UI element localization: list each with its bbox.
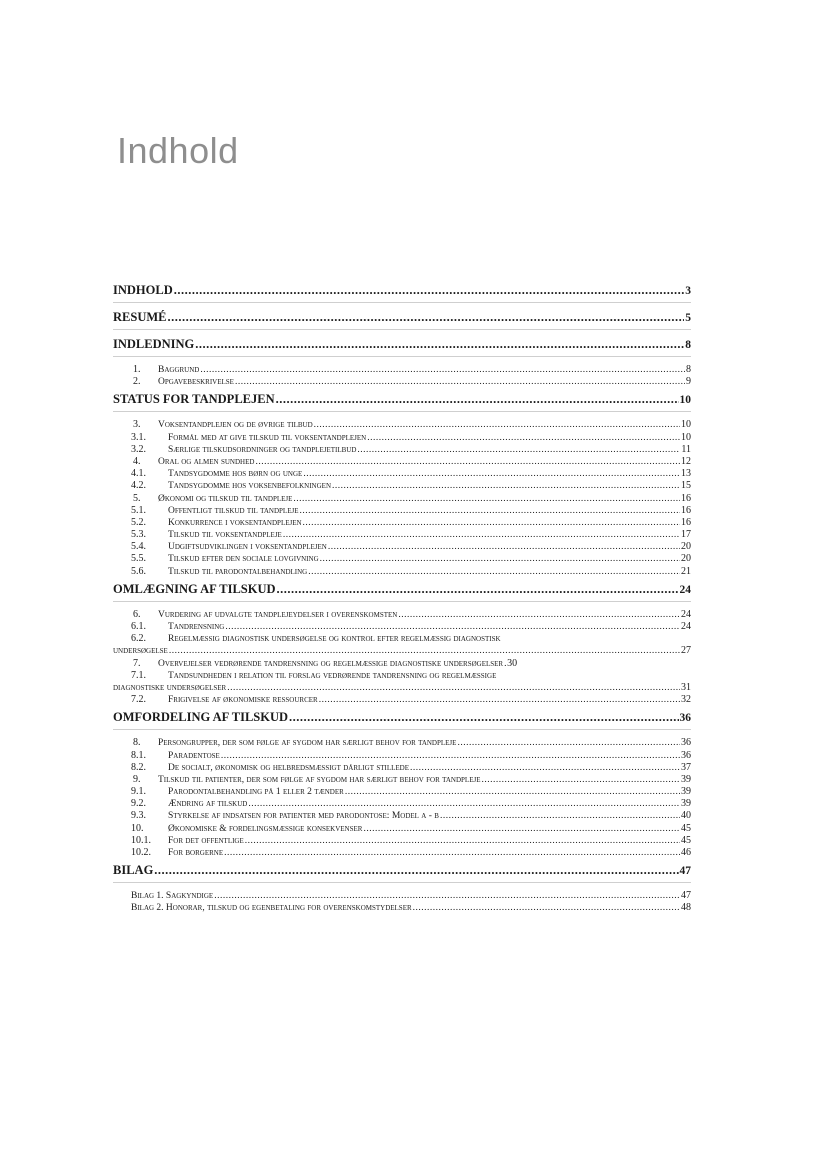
toc-item-label: undersøgelse	[113, 646, 168, 657]
toc-item-number: 3.1.	[131, 431, 146, 443]
toc-item-label: Offentligt tilskud til tandpleje	[168, 505, 299, 516]
toc-item-label: Paradentose	[168, 750, 220, 761]
toc-item-number: 3.2.	[131, 443, 146, 455]
toc-item-number: 5.	[133, 492, 141, 504]
toc-item[interactable]	[113, 456, 691, 468]
toc-item-number: 7.1.	[131, 669, 146, 681]
toc-item[interactable]	[113, 823, 691, 835]
toc-item[interactable]	[113, 694, 691, 706]
toc-item-label: Oral og almen sundhed	[158, 456, 255, 467]
toc-item-number: 6.1.	[131, 621, 146, 632]
toc-item[interactable]	[113, 750, 691, 762]
toc-item-label: Persongrupper, der som følge af sygdom har særligt behov for tandpleje	[158, 738, 457, 749]
toc-item-number: 4.2.	[131, 480, 146, 492]
toc-page-number: 8	[685, 339, 691, 351]
toc-page-number: 16	[681, 492, 691, 504]
toc-page-number: 47	[681, 890, 691, 902]
toc-item[interactable]	[113, 798, 691, 810]
toc-item[interactable]	[113, 633, 691, 645]
toc-item-label: diagnostiske undersøgelser	[113, 682, 227, 693]
toc-item[interactable]	[113, 670, 691, 682]
toc-page-number: 37	[681, 761, 691, 773]
toc-item-label: For det offentlige	[168, 835, 244, 846]
toc-item-number: 10.1.	[131, 834, 151, 846]
toc-item[interactable]	[113, 480, 691, 492]
toc-item-label: Tilskud til voksentandpleje	[168, 530, 282, 541]
toc-item-label: Særlige tilskudsordninger og tandplejetilbud	[168, 444, 357, 455]
toc-item-label: Styrkelse af indsatsen for patienter med parodontose: Model a - b	[168, 811, 439, 822]
toc-item-label: Tilskud til patienter, der som følge af sygdom har særligt behov for tandpleje	[158, 774, 481, 785]
toc-item-number: 9.1.	[131, 786, 146, 798]
toc-item-number: 8.1.	[131, 749, 146, 761]
toc-page-number: 24	[681, 608, 691, 620]
toc-item-number: 10.	[131, 822, 144, 834]
toc-item-label: Konkurrence i voksentandplejen	[168, 517, 302, 528]
toc-heading-indhold[interactable]	[113, 283, 691, 303]
toc-item[interactable]	[113, 432, 691, 444]
toc-page-number: 16	[681, 504, 691, 516]
toc-item-number: 5.3.	[131, 529, 146, 541]
toc-item-number: 9.3.	[131, 810, 146, 822]
toc-item-number: 10.2.	[131, 847, 151, 859]
toc-page-number: 39	[681, 773, 691, 785]
toc-page-number: 3	[685, 285, 691, 297]
toc-heading-label: BILAG	[113, 863, 154, 878]
toc-item-continuation[interactable]	[113, 645, 691, 657]
toc-heading-indledning[interactable]	[113, 337, 691, 357]
toc-item-label: Tandsygdomme hos børn og unge	[168, 469, 303, 480]
toc-item-label: Økonomi og tilskud til tandpleje	[158, 493, 293, 504]
toc-page-number: 12	[681, 455, 691, 467]
toc-page-number: 8	[686, 364, 691, 375]
toc-item[interactable]	[113, 364, 691, 376]
toc-page-number: 11	[681, 443, 691, 455]
toc-item-number: 5.1.	[131, 504, 146, 516]
toc-page-number: 39	[681, 786, 691, 798]
toc-item-bilag[interactable]	[113, 890, 691, 902]
toc-item-label: Udgiftsudviklingen i voksentandplejen	[168, 542, 327, 553]
toc-heading-label: STATUS FOR TANDPLEJEN	[113, 392, 275, 407]
toc-item-number: 1.	[133, 364, 141, 375]
toc-page-number: 46	[681, 847, 691, 859]
toc-item-number: 3.	[133, 419, 141, 431]
toc-page-number: 10	[679, 394, 691, 407]
toc-item[interactable]	[113, 810, 691, 822]
toc-item-label: Opgavebeskrivelse	[158, 377, 234, 388]
toc-item-number: 4.	[133, 455, 141, 467]
toc-item[interactable]	[113, 493, 691, 505]
toc-item-number: 5.4.	[131, 541, 146, 553]
toc-item[interactable]	[113, 566, 691, 578]
toc-page-number: 45	[681, 834, 691, 846]
toc-item[interactable]	[113, 609, 691, 621]
toc-heading-status[interactable]	[113, 392, 691, 412]
toc-item-number: 7.2.	[131, 694, 146, 706]
table-of-contents	[113, 283, 691, 915]
toc-item[interactable]	[113, 762, 691, 774]
toc-item-number: 7.	[133, 657, 141, 669]
toc-item-label: Parodontalbehandling på 1 eller 2 tænder	[168, 787, 344, 798]
toc-page-number: 5	[685, 312, 691, 324]
toc-item[interactable]	[113, 517, 691, 529]
page-title: Indhold	[117, 130, 239, 171]
toc-item[interactable]	[113, 658, 691, 670]
toc-heading-label: OMFORDELING AF TILSKUD	[113, 710, 289, 725]
toc-item-label: Baggrund	[158, 365, 200, 375]
toc-page-number: 30	[507, 657, 518, 669]
toc-page-number: 13	[681, 468, 691, 480]
toc-item-label: Overvejelser vedrørende tandrensning og regelmæssige diagnostiske undersøgelser	[158, 658, 504, 669]
toc-item[interactable]	[113, 774, 691, 786]
toc-item-label: Formål med at give tilskud til voksentandplejen	[168, 432, 367, 443]
toc-item-label: Regelmæssig diagnostisk undersøgelse og kontrol efter regelmæssig diagnostisk	[168, 634, 501, 645]
toc-item-number: 6.2.	[131, 633, 146, 645]
toc-heading-bilag[interactable]	[113, 863, 691, 883]
toc-item-continuation[interactable]	[113, 682, 691, 694]
toc-item-label: Økonomiske & fordelingsmæssige konsekvenser	[168, 823, 363, 834]
toc-item-label: Frigivelse af økonomiske ressourcer	[168, 695, 318, 706]
toc-item-label: Tandrensning	[168, 622, 225, 632]
toc-item-number: 5.2.	[131, 516, 146, 528]
toc-page-number: 24	[679, 583, 691, 596]
toc-item-label: De socialt, økonomisk og helbredsmæssigt dårligt stillede	[168, 762, 410, 773]
toc-item-label: Tilskud til parodontalbehandling	[168, 566, 308, 577]
toc-item-label: Tandsundheden i relation til forslag vedrørende tandrensning og regelmæssige	[168, 670, 497, 681]
toc-page-number: 31	[681, 681, 691, 693]
toc-item-label: Bilag 2. Honorar, tilskud og egenbetaling for overenskomstydelser	[131, 903, 412, 914]
toc-page-number: 10	[681, 419, 691, 431]
toc-item-label: Ændring af tilskud	[168, 799, 248, 810]
toc-page-number: 27	[681, 645, 691, 657]
toc-heading-label: RESUMÉ	[113, 310, 167, 324]
toc-item[interactable]	[113, 529, 691, 541]
toc-item-number: 9.2.	[131, 798, 146, 810]
toc-page-number: 10	[681, 431, 691, 443]
toc-item[interactable]	[113, 505, 691, 517]
toc-page-number: 21	[681, 565, 691, 577]
toc-heading-label: INDLEDNING	[113, 337, 195, 351]
toc-item[interactable]	[113, 541, 691, 553]
toc-item-number: 8.	[133, 737, 141, 749]
toc-item-number: 6.	[133, 608, 141, 620]
toc-item-number: 4.1.	[131, 468, 146, 480]
toc-heading-label: OMLÆGNING AF TILSKUD	[113, 581, 276, 596]
toc-item-label: Vurdering af udvalgte tandplejeydelser i overenskomsten	[158, 609, 398, 620]
toc-item[interactable]	[113, 553, 691, 565]
toc-item-label: Voksentandplejen og de øvrige tilbud	[158, 420, 313, 431]
toc-page-number: 45	[681, 822, 691, 834]
toc-item[interactable]	[113, 621, 691, 633]
toc-page-number: 16	[681, 516, 691, 528]
toc-item-number: 5.5.	[131, 553, 146, 565]
toc-page-number: 39	[681, 798, 691, 810]
toc-item-number: 2.	[133, 376, 141, 388]
toc-page-number: 24	[681, 621, 691, 632]
toc-heading-omlaegning[interactable]	[113, 582, 691, 602]
toc-page-number: 9	[686, 376, 691, 388]
toc-heading-resume[interactable]	[113, 310, 691, 330]
toc-item[interactable]	[113, 737, 691, 749]
toc-item-number: 9.	[133, 773, 141, 785]
toc-page-number: 20	[681, 553, 691, 565]
toc-heading-omfordeling[interactable]	[113, 710, 691, 730]
toc-item[interactable]	[113, 835, 691, 847]
toc-item[interactable]	[113, 468, 691, 480]
toc-page-number: 48	[681, 902, 691, 914]
toc-page-number: 47	[679, 865, 691, 878]
toc-item[interactable]	[113, 376, 691, 388]
toc-item-label: Tandsygdomme hos voksenbefolkningen	[168, 481, 332, 492]
toc-item[interactable]	[113, 847, 691, 859]
toc-page-number: 36	[681, 749, 691, 761]
toc-page-number: 32	[681, 694, 691, 706]
toc-item-bilag[interactable]	[113, 902, 691, 914]
toc-item-number: 5.6.	[131, 565, 146, 577]
toc-page-number: 36	[681, 737, 691, 749]
toc-item[interactable]	[113, 444, 691, 456]
toc-item-label: Tilskud efter den sociale lovgivning	[168, 554, 319, 565]
toc-page-number: 36	[679, 712, 691, 725]
toc-heading-label: INDHOLD	[113, 283, 173, 297]
toc-page-number: 40	[681, 810, 691, 822]
toc-item-label: For borgerne	[168, 848, 224, 859]
toc-item[interactable]	[113, 419, 691, 431]
toc-page-number: 20	[681, 541, 691, 553]
toc-page-number: 15	[681, 480, 691, 492]
toc-item-label: Bilag 1. Sagkyndige	[131, 891, 214, 902]
toc-page-number: 17	[681, 529, 691, 541]
toc-item[interactable]	[113, 786, 691, 798]
toc-item-number: 8.2.	[131, 761, 146, 773]
